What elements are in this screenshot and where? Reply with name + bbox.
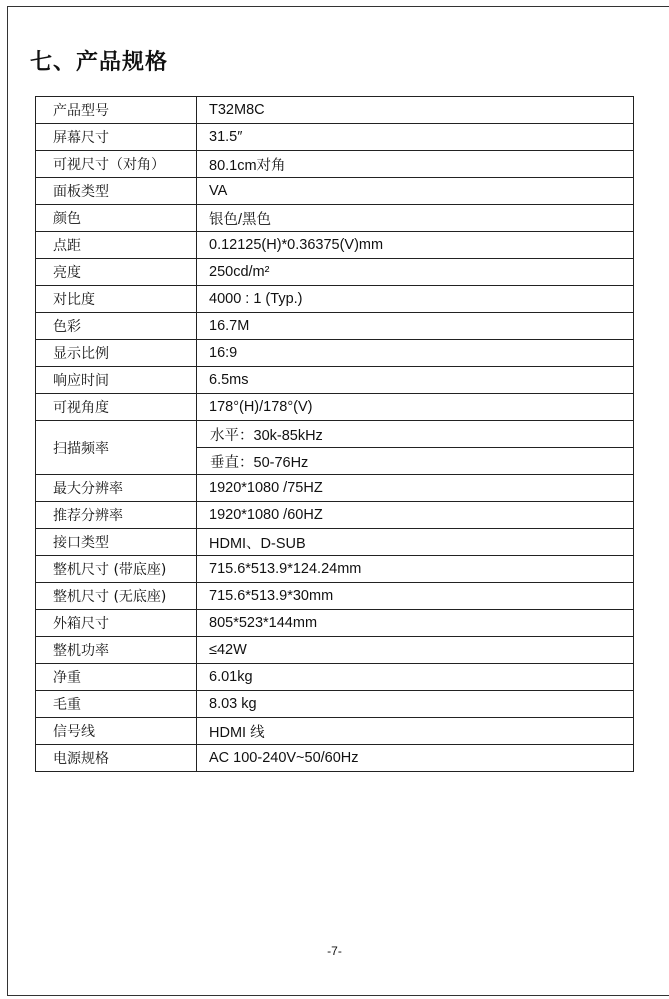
spec-label: 显示比例 bbox=[36, 340, 197, 367]
spec-value: 178°(H)/178°(V) bbox=[197, 394, 634, 421]
spec-value: 0.12125(H)*0.36375(V)mm bbox=[197, 232, 634, 259]
spec-label: 扫描频率 bbox=[36, 421, 197, 475]
table-row bbox=[36, 205, 634, 232]
spec-value: 805*523*144mm bbox=[197, 610, 634, 637]
spec-value: 250cd/m² bbox=[197, 259, 634, 286]
spec-value: 6.5ms bbox=[197, 367, 634, 394]
table-row bbox=[36, 286, 634, 313]
spec-value: 8.03 kg bbox=[197, 691, 634, 718]
table-row bbox=[36, 610, 634, 637]
table-row bbox=[36, 394, 634, 421]
spec-label: 响应时间 bbox=[36, 367, 197, 394]
spec-label: 最大分辨率 bbox=[36, 475, 197, 502]
table-row bbox=[36, 367, 634, 394]
spec-label: 净重 bbox=[36, 664, 197, 691]
table-row bbox=[36, 421, 634, 448]
spec-value-horizontal: 水平：30k-85kHz bbox=[197, 421, 634, 448]
table-row bbox=[36, 583, 634, 610]
table-row bbox=[36, 259, 634, 286]
table-row bbox=[36, 475, 634, 502]
table-row bbox=[36, 232, 634, 259]
spec-label: 接口类型 bbox=[36, 529, 197, 556]
spec-label: 色彩 bbox=[36, 313, 197, 340]
spec-value: 4000 : 1 (Typ.) bbox=[197, 286, 634, 313]
spec-label: 颜色 bbox=[36, 205, 197, 232]
spec-value: 80.1cm对角 bbox=[197, 151, 634, 178]
spec-value: HDMI、D-SUB bbox=[197, 529, 634, 556]
spec-label: 面板类型 bbox=[36, 178, 197, 205]
table-row bbox=[36, 502, 634, 529]
section-title: 七、产品规格 bbox=[30, 50, 169, 75]
spec-label: 整机尺寸 (无底座) bbox=[36, 583, 197, 610]
table-row bbox=[36, 556, 634, 583]
table-row bbox=[36, 97, 634, 124]
spec-value: 16.7M bbox=[197, 313, 634, 340]
spec-value: 6.01kg bbox=[197, 664, 634, 691]
spec-label: 可视角度 bbox=[36, 394, 197, 421]
spec-label: 点距 bbox=[36, 232, 197, 259]
table-row bbox=[36, 313, 634, 340]
table-row bbox=[36, 718, 634, 745]
page-number: -7- bbox=[327, 944, 342, 958]
spec-value: 715.6*513.9*30mm bbox=[197, 583, 634, 610]
spec-label: 屏幕尺寸 bbox=[36, 124, 197, 151]
spec-value: ≤42W bbox=[197, 637, 634, 664]
table-row bbox=[36, 529, 634, 556]
spec-value: 16:9 bbox=[197, 340, 634, 367]
table-row bbox=[36, 124, 634, 151]
spec-value: 715.6*513.9*124.24mm bbox=[197, 556, 634, 583]
table-row bbox=[36, 745, 634, 772]
spec-label: 外箱尺寸 bbox=[36, 610, 197, 637]
spec-value: AC 100-240V~50/60Hz bbox=[197, 745, 634, 772]
spec-label: 亮度 bbox=[36, 259, 197, 286]
table-row bbox=[36, 178, 634, 205]
spec-value: 31.5″ bbox=[197, 124, 634, 151]
spec-label: 整机功率 bbox=[36, 637, 197, 664]
table-row bbox=[36, 637, 634, 664]
spec-value: T32M8C bbox=[197, 97, 634, 124]
spec-label: 对比度 bbox=[36, 286, 197, 313]
spec-label: 推荐分辨率 bbox=[36, 502, 197, 529]
spec-table bbox=[35, 96, 634, 772]
table-row bbox=[36, 340, 634, 367]
spec-label: 毛重 bbox=[36, 691, 197, 718]
spec-value-vertical: 垂直：50-76Hz bbox=[197, 448, 634, 475]
table-row bbox=[36, 664, 634, 691]
spec-label: 整机尺寸 (带底座) bbox=[36, 556, 197, 583]
table-row bbox=[36, 691, 634, 718]
spec-label: 产品型号 bbox=[36, 97, 197, 124]
spec-value: 银色/黑色 bbox=[197, 205, 634, 232]
spec-value: 1920*1080 /75HZ bbox=[197, 475, 634, 502]
spec-value: 1920*1080 /60HZ bbox=[197, 502, 634, 529]
spec-label: 可视尺寸（对角） bbox=[36, 151, 197, 178]
spec-value: HDMI 线 bbox=[197, 718, 634, 745]
spec-value: VA bbox=[197, 178, 634, 205]
spec-label: 电源规格 bbox=[36, 745, 197, 772]
spec-label: 信号线 bbox=[36, 718, 197, 745]
table-row bbox=[36, 151, 634, 178]
